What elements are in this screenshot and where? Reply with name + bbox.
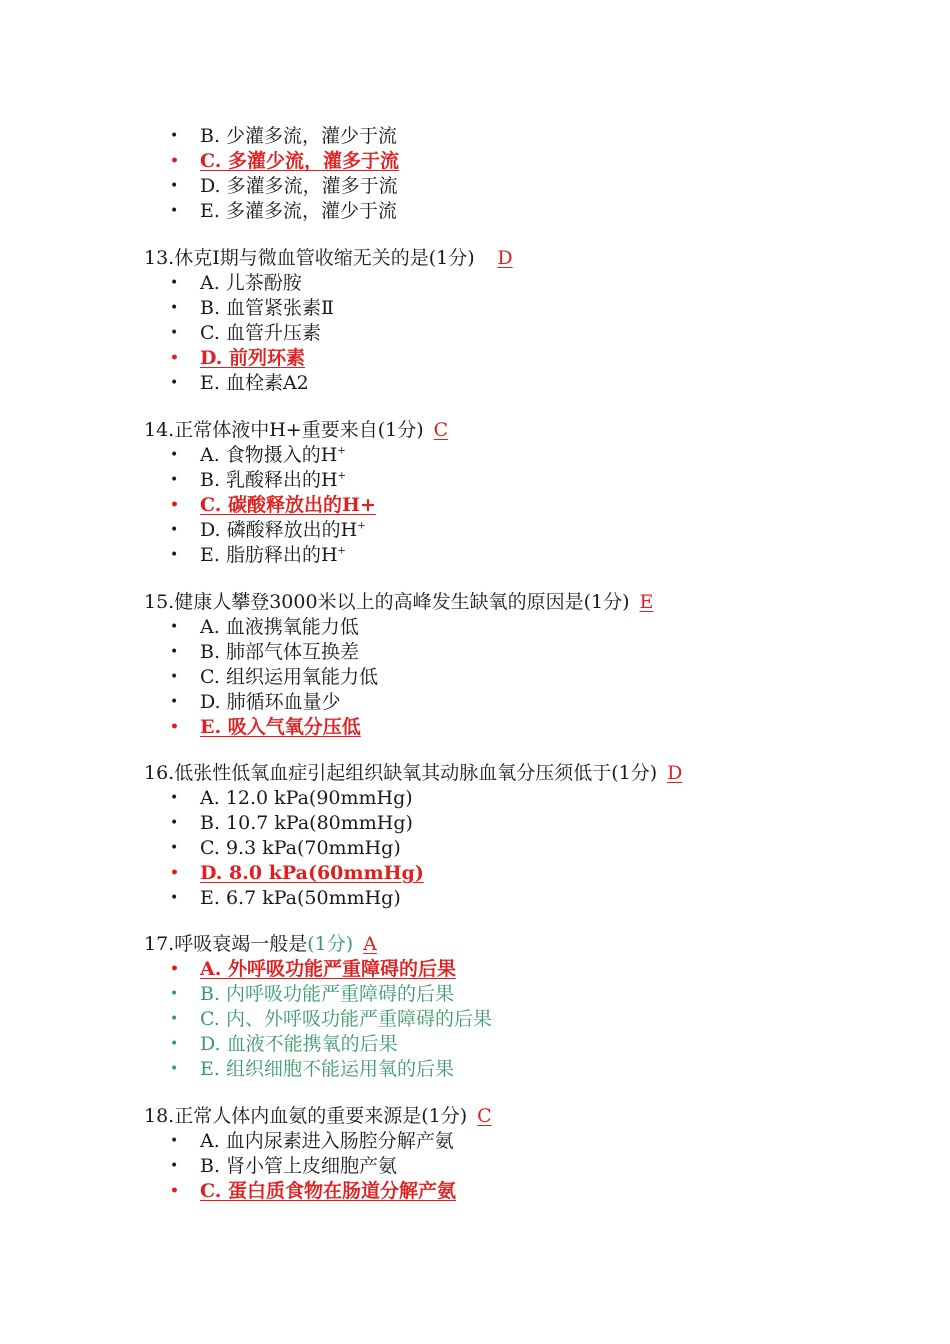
bullet-icon: •	[170, 961, 179, 977]
question-stem	[144, 418, 454, 443]
bullet-icon: •	[170, 865, 179, 881]
question-number: 16.	[144, 762, 175, 784]
answer-key: A	[363, 933, 377, 955]
option-text: E. 组织细胞不能运用氧的后果	[200, 1058, 454, 1080]
question-number: 18.	[144, 1105, 175, 1127]
option-text: A. 12.0 kPa(90mmHg)	[200, 787, 413, 809]
bullet-icon: •	[170, 275, 179, 291]
bullet-icon: •	[170, 1036, 179, 1052]
option-text: E. 6.7 kPa(50mmHg)	[200, 887, 401, 909]
option-text: C. 血管升压素	[200, 322, 321, 344]
option-text: B. 乳酸释出的H+	[200, 469, 347, 491]
bullet-icon: •	[170, 497, 179, 513]
answer-key: C	[433, 419, 449, 441]
option-text: D. 血液不能携氧的后果	[200, 1033, 398, 1055]
option-text: B. 少灌多流，灌少于流	[200, 125, 398, 147]
bullet-icon: •	[170, 694, 179, 710]
option-text: C. 9.3 kPa(70mmHg)	[200, 837, 401, 859]
option-text: B. 10.7 kPa(80mmHg)	[200, 812, 413, 834]
question-stem	[144, 932, 383, 957]
question-stem	[144, 1104, 497, 1129]
question-number: 15.	[144, 591, 175, 613]
bullet-icon: •	[170, 472, 179, 488]
option-text: B. 血管紧张素Ⅱ	[200, 297, 334, 319]
question-number: 13.	[144, 247, 175, 269]
option-text: C. 蛋白质食物在肠道分解产氨	[200, 1180, 457, 1202]
option-text: A. 血内尿素进入肠腔分解产氨	[200, 1130, 454, 1152]
question-stem	[144, 590, 660, 615]
question-stem	[144, 246, 513, 271]
option-text: B. 肾小管上皮细胞产氨	[200, 1155, 398, 1177]
bullet-icon: •	[170, 815, 179, 831]
bullet-icon: •	[170, 300, 179, 316]
bullet-icon: •	[170, 790, 179, 806]
bullet-icon: •	[170, 644, 179, 660]
question-number: 17.	[144, 933, 175, 955]
bullet-icon: •	[170, 986, 179, 1002]
question-text: 正常体液中H+重要来自(1分)	[174, 419, 424, 441]
bullet-icon: •	[170, 350, 179, 366]
question-text: 低张性低氧血症引起组织缺氧其动脉血氧分压须低于(1分)	[174, 762, 658, 784]
answer-key: E	[639, 591, 654, 613]
option-text: C. 内、外呼吸功能严重障碍的后果	[200, 1008, 492, 1030]
question-text: 正常人体内血氨的重要来源是(1分)	[174, 1105, 468, 1127]
bullet-icon: •	[170, 1183, 179, 1199]
option-text: E. 血栓素A2	[200, 372, 309, 394]
option-text: E. 多灌多流，灌少于流	[200, 200, 397, 222]
bullet-icon: •	[170, 128, 179, 144]
question-text: 休克Ⅰ期与微血管收缩无关的是(1分)	[174, 247, 475, 269]
option-text: D. 多灌多流，灌多于流	[200, 175, 398, 197]
option-text: D. 磷酸释放出的H+	[200, 519, 366, 541]
option-text: D. 肺循环血量少	[200, 691, 341, 713]
bullet-icon: •	[170, 447, 179, 463]
bullet-icon: •	[170, 1011, 179, 1027]
answer-key: C	[477, 1105, 492, 1127]
question-stem	[144, 761, 687, 786]
option-text: D. 前列环素	[200, 347, 306, 369]
option-text: A. 外呼吸功能严重障碍的后果	[200, 958, 456, 980]
bullet-icon: •	[170, 203, 179, 219]
question-score: (1分)	[307, 933, 354, 955]
option-text: E. 吸入气氧分压低	[200, 716, 361, 738]
bullet-icon: •	[170, 178, 179, 194]
bullet-icon: •	[170, 619, 179, 635]
bullet-icon: •	[170, 325, 179, 341]
option-text: B. 内呼吸功能严重障碍的后果	[200, 983, 455, 1005]
option-text: A. 食物摄入的H+	[200, 444, 346, 466]
option-text: B. 肺部气体互换差	[200, 641, 360, 663]
bullet-icon: •	[170, 1133, 179, 1149]
question-number: 14.	[144, 419, 175, 441]
bullet-icon: •	[170, 547, 179, 563]
question-text: 呼吸衰竭一般是	[174, 933, 308, 955]
answer-key: D	[497, 247, 513, 269]
bullet-icon: •	[170, 1158, 179, 1174]
option-text: C. 组织运用氧能力低	[200, 666, 378, 688]
bullet-icon: •	[170, 719, 179, 735]
answer-key: D	[667, 762, 683, 784]
option-text: C. 多灌少流，灌多于流	[200, 150, 400, 172]
bullet-icon: •	[170, 840, 179, 856]
bullet-icon: •	[170, 522, 179, 538]
option-text: D. 8.0 kPa(60mmHg)	[200, 862, 424, 884]
option-text: A. 儿茶酚胺	[200, 272, 302, 294]
bullet-icon: •	[170, 890, 179, 906]
bullet-icon: •	[170, 153, 179, 169]
option-text: E. 脂肪释出的H+	[200, 544, 346, 566]
question-text: 健康人攀登3000米以上的高峰发生缺氧的原因是(1分)	[174, 591, 630, 613]
bullet-icon: •	[170, 1061, 179, 1077]
option-text: A. 血液携氧能力低	[200, 616, 359, 638]
bullet-icon: •	[170, 375, 179, 391]
bullet-icon: •	[170, 669, 179, 685]
option-text: C. 碳酸释放出的H+	[200, 494, 376, 516]
